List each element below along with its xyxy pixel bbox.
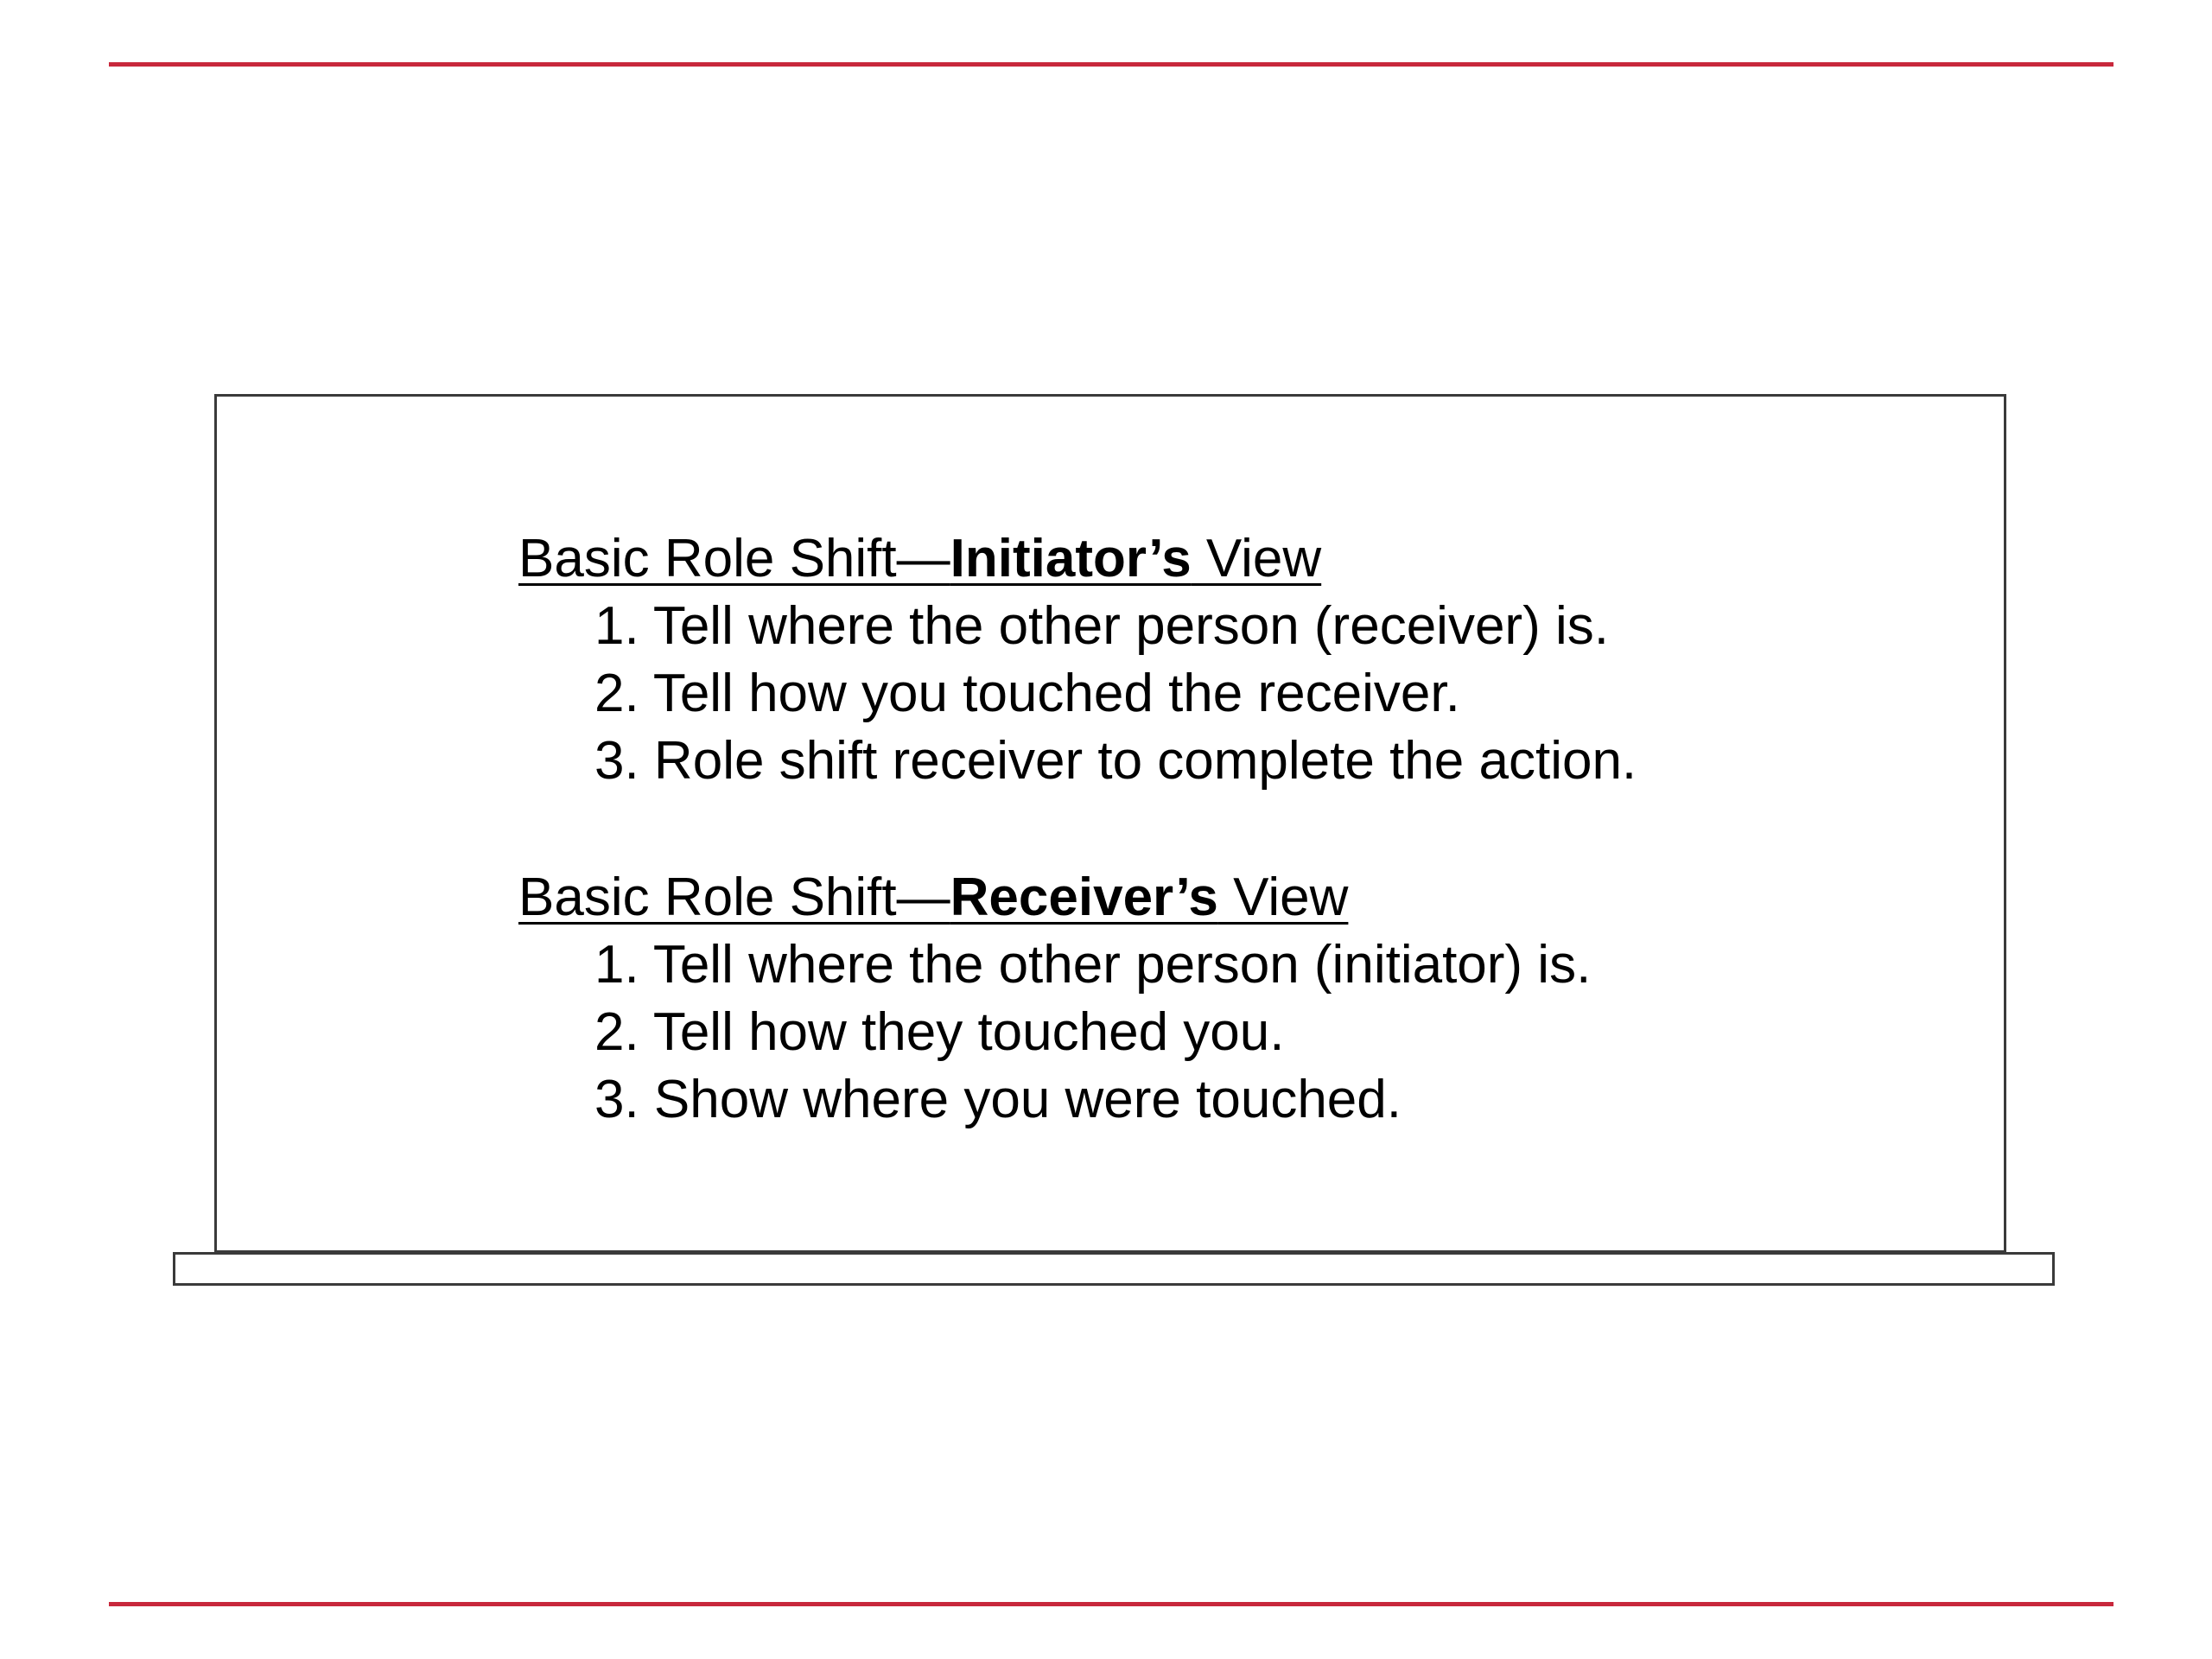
heading-prefix: Basic Role Shift— [518,868,950,927]
heading-suffix: View [1217,868,1349,927]
heading-suffix: View [1191,529,1322,588]
bottom-rule [109,1602,2113,1606]
section-heading [518,525,1987,593]
receiver-view-section [518,864,1987,1134]
list-item: 2. Tell how they touched you. [594,1002,1285,1062]
list-item: 1. Tell where the other person (receiver) is. [594,596,1609,656]
heading-role: Initiator’s [950,529,1192,588]
list-item: 2. Tell how you touched the receiver. [594,664,1460,723]
heading-role: Receiver’s [950,868,1218,927]
section-heading [518,864,1987,931]
heading-prefix: Basic Role Shift— [518,529,950,588]
slide-content [518,525,1987,1134]
initiator-view-section [518,525,1987,795]
steps-list [518,593,1987,795]
whiteboard-ledge [173,1252,2055,1286]
list-item: 3. Show where you were touched. [594,1070,1402,1129]
list-item: 1. Tell where the other person (initiator) is. [594,935,1592,995]
top-rule [109,62,2113,67]
list-item: 3. Role shift receiver to complete the action. [594,731,1637,791]
steps-list [518,931,1987,1134]
